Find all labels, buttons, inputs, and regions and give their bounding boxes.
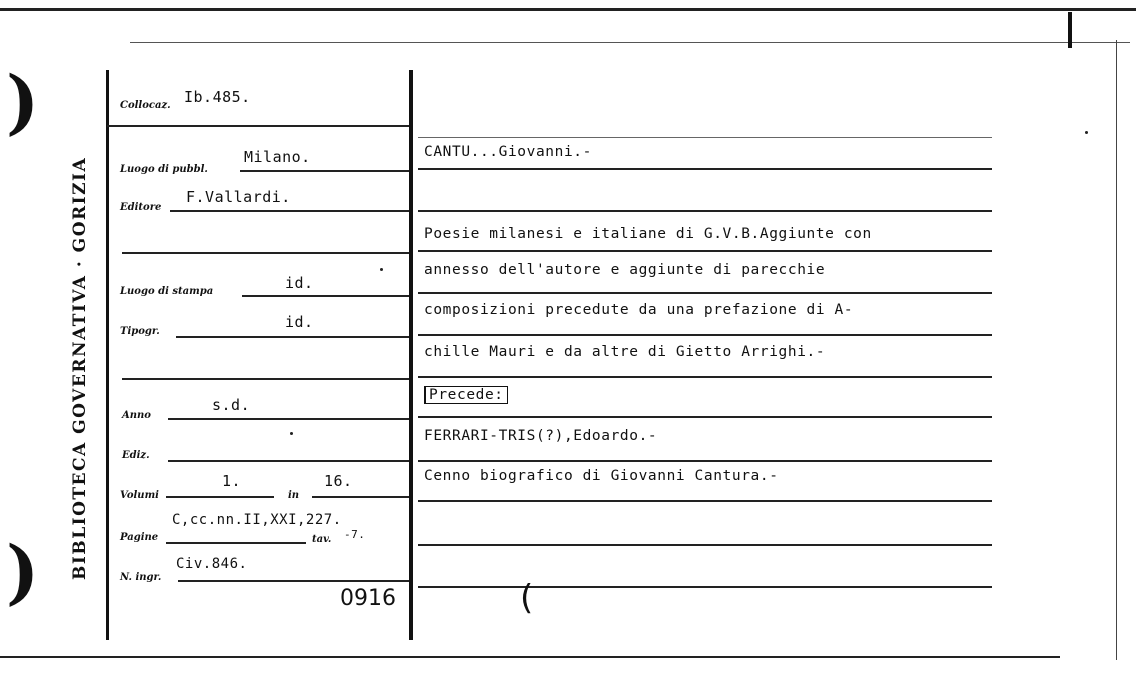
precede-note: Precede: xyxy=(424,386,508,404)
row-line xyxy=(176,336,409,338)
collocazione-label: Collocaz. xyxy=(120,100,171,111)
punch-hole-mark-top: ) xyxy=(6,60,40,143)
row-line xyxy=(166,496,274,498)
desc-author: CANTU...Giovanni.- xyxy=(424,144,592,160)
row-line xyxy=(166,542,306,544)
desc-preceded-author: FERRARI-TRIS(?),Edoardo.- xyxy=(424,428,658,444)
desc-rule xyxy=(418,292,992,294)
desc-line-3: composizioni precedute da una prefazione di A- xyxy=(424,302,854,318)
card-top-edge xyxy=(0,8,1136,11)
card-top-inner-line xyxy=(130,42,1130,43)
right-edge-mark xyxy=(1116,40,1117,660)
left-field-rule xyxy=(106,70,109,640)
desc-line-1: Poesie milanesi e italiane di G.V.B.Aggiunte con xyxy=(424,226,872,242)
desc-rule xyxy=(418,586,992,588)
desc-rule xyxy=(418,210,992,212)
luogo-stampa-label: Luogo di stampa xyxy=(120,286,214,297)
desc-rule xyxy=(418,416,992,418)
volumi-label: Volumi xyxy=(120,490,159,501)
row-line xyxy=(312,496,409,498)
row-line xyxy=(122,378,409,380)
pagine-label: Pagine xyxy=(120,532,159,543)
row-line xyxy=(168,460,409,462)
desc-rule xyxy=(418,376,992,378)
volumi-in-value: 16. xyxy=(324,472,353,490)
row-line xyxy=(178,580,409,582)
card-top-tick xyxy=(1068,12,1072,48)
row-line xyxy=(240,170,409,172)
ediz-label: Ediz. xyxy=(122,450,150,461)
editore-value: F.Vallardi. xyxy=(186,188,291,206)
desc-rule xyxy=(418,334,992,336)
pagine-tav-value: -7. xyxy=(344,528,366,541)
pagine-value: C,cc.nn.II,XXI,227. xyxy=(172,512,342,528)
desc-rule xyxy=(418,250,992,252)
center-rule xyxy=(409,70,413,640)
editore-label: Editore xyxy=(120,202,162,213)
n-ingr-value: Civ.846. xyxy=(176,556,248,572)
desc-rule xyxy=(418,500,992,502)
pagine-tav-label: tav. xyxy=(312,534,332,545)
volumi-in-label: in xyxy=(288,490,300,501)
volumi-value: 1. xyxy=(222,472,242,490)
desc-rule xyxy=(418,168,992,170)
luogo-stampa-value: id. xyxy=(285,274,314,292)
speck xyxy=(290,432,293,435)
speck xyxy=(380,268,383,271)
desc-rule xyxy=(418,460,992,462)
row-line xyxy=(122,252,409,254)
institution-stamp: BIBLIOTECA GOVERNATIVA · GORIZIA xyxy=(70,156,90,580)
desc-preceded-title: Cenno biografico di Giovanni Cantura.- xyxy=(424,468,779,484)
luogo-pubbl-value: Milano. xyxy=(244,148,311,166)
row-line xyxy=(242,295,409,297)
speck xyxy=(1085,131,1088,134)
tipogr-label: Tipogr. xyxy=(120,326,160,337)
row-line xyxy=(107,125,409,127)
card-bottom-line xyxy=(0,656,1060,658)
punch-hole-mark-bottom: ) xyxy=(6,530,40,613)
desc-rule xyxy=(418,137,992,138)
desc-rule xyxy=(418,544,992,546)
desc-line-2: annesso dell'autore e aggiunte di parecchie xyxy=(424,262,826,278)
row-line xyxy=(168,418,409,420)
handwritten-paren: ( xyxy=(520,578,534,618)
collocazione-value: Ib.485. xyxy=(184,88,251,106)
row-line xyxy=(170,210,409,212)
n-ingr-label: N. ingr. xyxy=(120,572,162,583)
handwritten-number: 0916 xyxy=(340,586,396,611)
desc-line-4: chille Mauri e da altre di Gietto Arrighi.- xyxy=(424,344,826,360)
luogo-pubbl-label: Luogo di pubbl. xyxy=(120,164,208,175)
desc-bracket-note xyxy=(424,387,508,403)
tipogr-value: id. xyxy=(285,313,314,331)
anno-label: Anno xyxy=(122,410,151,421)
anno-value: s.d. xyxy=(212,396,251,414)
